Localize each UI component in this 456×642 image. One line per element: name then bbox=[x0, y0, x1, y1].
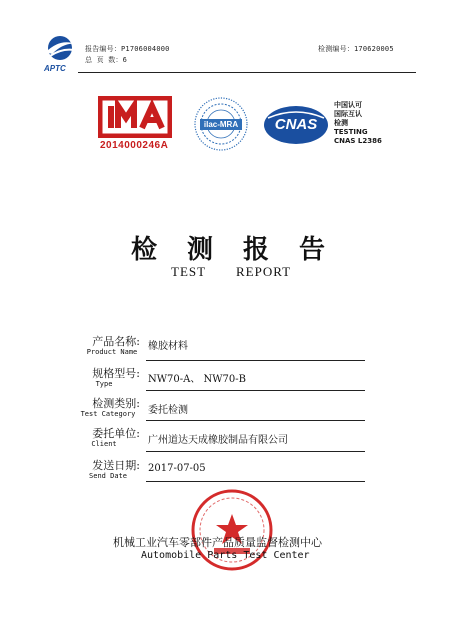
test-number-label: 检测编号： bbox=[318, 45, 354, 53]
field-label-test-category: 检测类别: bbox=[92, 397, 140, 410]
field-value-type: NW70-A、 NW70-B bbox=[148, 374, 247, 385]
total-pages-value: 6 bbox=[122, 56, 128, 64]
cnas-side-line: 国际互认 bbox=[334, 110, 362, 118]
field-label-send-date: 发送日期: bbox=[92, 459, 140, 472]
cnas-side-line: 中国认可 bbox=[334, 101, 362, 109]
field-label-en-product-name: Product Name bbox=[86, 348, 138, 356]
ilac-mra-label: ilac-MRA bbox=[203, 120, 239, 129]
field-underline bbox=[146, 360, 365, 361]
cma-certification bbox=[98, 96, 172, 152]
header-divider bbox=[78, 72, 416, 73]
test-number-value: 170620005 bbox=[354, 45, 394, 53]
total-pages bbox=[85, 55, 127, 65]
field-value-test-category: 委托检测 bbox=[148, 405, 188, 416]
title-en-test: TEST bbox=[171, 264, 207, 279]
title-char: 告 bbox=[299, 235, 326, 265]
field-label-client: 委托单位: bbox=[92, 427, 140, 440]
ilac-mra-certification bbox=[192, 95, 250, 153]
field-underline bbox=[146, 390, 365, 391]
cnas-side-line: 检测 bbox=[334, 119, 348, 127]
field-value-product-name: 橡胶材料 bbox=[148, 341, 188, 352]
field-label-en-type: Type bbox=[95, 380, 113, 388]
report-number bbox=[85, 44, 170, 54]
cnas-side-text bbox=[334, 101, 382, 146]
field-label-type: 规格型号: bbox=[92, 367, 140, 380]
report-number-label: 报告编号： bbox=[85, 45, 121, 53]
cnas-side-line: CNAS L2386 bbox=[334, 137, 382, 145]
cnas-label: CNAS bbox=[274, 116, 318, 133]
cnas-certification bbox=[262, 104, 330, 146]
field-value-client: 广州道达天成橡胶制品有限公司 bbox=[148, 435, 288, 446]
field-value-send-date: 2017-07-05 bbox=[148, 463, 206, 474]
title-en-report: REPORT bbox=[236, 264, 292, 279]
field-label-en-client: Client bbox=[91, 440, 117, 448]
field-underline bbox=[146, 420, 365, 421]
report-number-value: P1706004000 bbox=[121, 45, 170, 53]
cma-logo-icon bbox=[98, 96, 172, 138]
field-underline bbox=[146, 451, 365, 452]
org-logo bbox=[38, 34, 82, 74]
field-label-en-send-date: Send Date bbox=[89, 472, 127, 480]
title-char: 测 bbox=[187, 235, 214, 265]
cnas-side-line: TESTING bbox=[334, 128, 368, 136]
cma-code: 2014000246A bbox=[100, 140, 169, 151]
footer-center-cn: 机械工业汽车零部件产品质量监督检测中心 bbox=[113, 536, 322, 549]
test-number bbox=[318, 44, 394, 54]
aptc-logo-label: APTC bbox=[44, 64, 66, 73]
footer-center-en: Automobile Parts Test Center bbox=[141, 550, 310, 561]
field-label-en-test-category: Test Category bbox=[80, 410, 136, 418]
field-label-product-name: 产品名称: bbox=[92, 335, 140, 348]
aptc-logo-icon bbox=[38, 34, 82, 66]
field-underline bbox=[146, 481, 365, 482]
total-pages-label: 总 页 数： bbox=[85, 56, 123, 64]
title-char: 检 bbox=[131, 235, 158, 265]
title-char: 报 bbox=[243, 235, 270, 265]
